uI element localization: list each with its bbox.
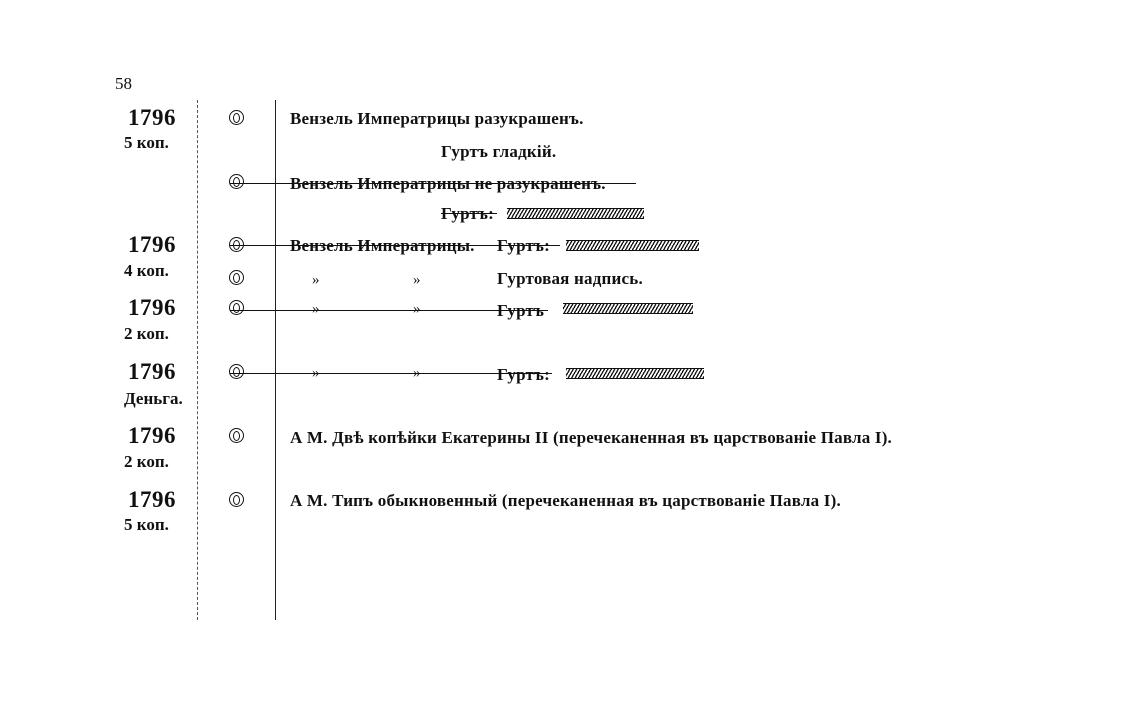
coin-mark-icon	[229, 174, 244, 189]
entry-description: Вензель Императрицы разукрашенъ.	[290, 109, 584, 128]
hatched-erasure	[566, 240, 699, 251]
ditto-mark: »	[413, 272, 421, 288]
entry-description: Вензель Императрицы.	[290, 236, 475, 255]
page-number: 58	[115, 74, 132, 93]
strikethrough-line	[230, 245, 560, 246]
entry-year: 1796	[128, 487, 176, 512]
entry-year: 1796	[128, 359, 176, 384]
strikethrough-line	[230, 183, 636, 184]
hatched-erasure	[507, 208, 644, 219]
entry-denomination: 2 коп.	[124, 452, 169, 471]
strikethrough-line	[230, 373, 552, 374]
ditto-mark: »	[312, 272, 320, 288]
entry-denomination: 2 коп.	[124, 324, 169, 343]
entry-edge-note: Гуртъ	[497, 301, 545, 320]
entry-edge-note: Гуртовая надпись.	[497, 269, 643, 288]
entry-description: А М. Типъ обыкновенный (перечеканенная въ царствованіе Павла I).	[290, 491, 841, 510]
entry-year: 1796	[128, 232, 176, 257]
ditto-mark: »	[312, 301, 320, 317]
strikethrough-line	[230, 310, 548, 311]
hatched-erasure	[566, 368, 704, 379]
column-divider-dashed	[197, 100, 198, 620]
entry-denomination: 5 коп.	[124, 515, 169, 534]
entry-year: 1796	[128, 105, 176, 130]
coin-mark-icon	[229, 428, 244, 443]
coin-mark-icon	[229, 492, 244, 507]
coin-mark-icon	[229, 270, 244, 285]
entry-edge-note: Гуртъ:	[441, 204, 495, 223]
entry-denomination: 4 коп.	[124, 261, 169, 280]
coin-mark-icon	[229, 364, 244, 379]
ditto-mark: »	[413, 301, 421, 317]
entry-description: Вензель Императрицы не разукрашенъ.	[290, 174, 606, 193]
coin-mark-icon	[229, 110, 244, 125]
ditto-mark: »	[413, 365, 421, 381]
entry-edge-note: Гуртъ гладкій.	[441, 142, 557, 161]
column-divider	[275, 100, 276, 620]
entry-denomination: Деньга.	[124, 389, 183, 408]
entry-edge-note: Гуртъ:	[497, 365, 551, 384]
entry-edge-note: Гуртъ:	[497, 236, 551, 255]
coin-mark-icon	[229, 300, 244, 315]
entry-denomination: 5 коп.	[124, 133, 169, 152]
ditto-mark: »	[312, 365, 320, 381]
entry-description: А М. Двѣ копѣйки Екатерины II (перечеканенная въ царствованіе Павла I).	[290, 428, 893, 447]
hatched-erasure	[563, 303, 693, 314]
entry-year: 1796	[128, 295, 176, 320]
strikethrough-line	[441, 213, 497, 214]
entry-year: 1796	[128, 423, 176, 448]
